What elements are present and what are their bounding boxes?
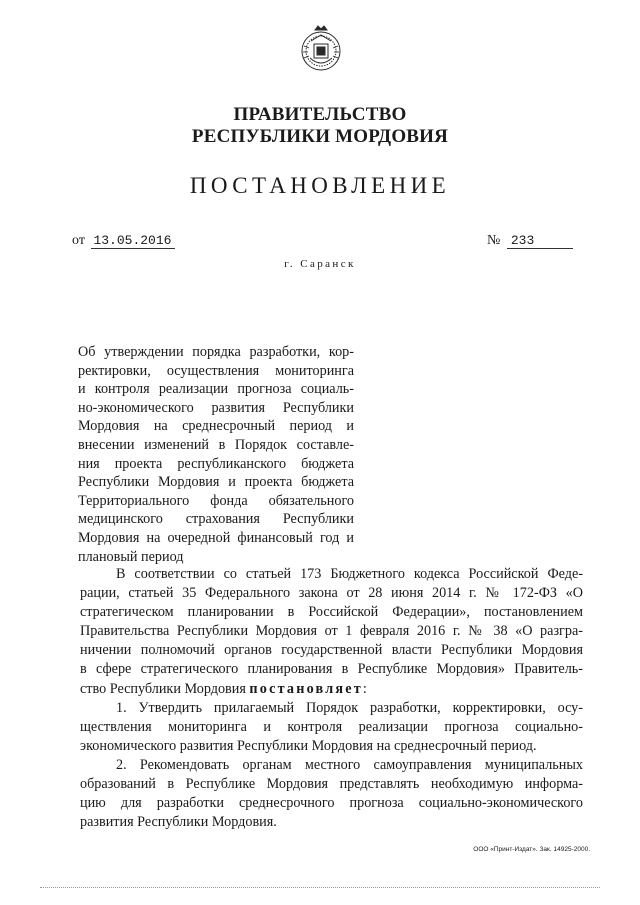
body-line: 1. Утвердить прилагаемый Порядок разработки, корректировки, осу- xyxy=(116,699,583,716)
subject-line: медицинского страхования Республики xyxy=(78,511,354,528)
subject-line: но-экономического развития Республики xyxy=(78,399,354,416)
body-line: ничении полномочий органов государственной власти Республики Мордовия xyxy=(80,642,583,659)
body-line: образований в Республике Мордовия представлять необходимую информа- xyxy=(80,776,583,793)
decree-word: постановляет xyxy=(249,680,363,697)
perforation-divider xyxy=(40,887,600,888)
body-line: 2. Рекомендовать органам местного самоуправления муниципальных xyxy=(116,756,583,773)
city-label: г. Саранск xyxy=(284,258,356,270)
body-line: в сфере стратегического планирования в Республике Мордовия» Правитель- xyxy=(80,661,583,678)
subject-line: Территориального фонда обязательного xyxy=(78,492,354,509)
printer-mark: ООО «Принт-Издат». Зак. 14925-2000. xyxy=(473,846,590,853)
org-name-line2: РЕСПУБЛИКИ МОРДОВИЯ xyxy=(191,126,449,147)
body-line: стратегическом планировании в Российской Федерации», постановлением xyxy=(80,604,583,621)
subject-line: плановый период xyxy=(78,548,184,565)
body-text: ство Республики Мордовия xyxy=(80,680,250,697)
body-line xyxy=(80,680,583,699)
date-prefix: от xyxy=(72,233,85,248)
subject-block xyxy=(78,343,354,566)
document-body xyxy=(80,565,583,832)
body-text: : xyxy=(362,680,367,697)
subject-line: Мордовия на среднесрочный период и xyxy=(78,418,354,435)
org-name-line1: ПРАВИТЕЛЬСТВО xyxy=(233,104,407,125)
body-line: рации, статьей 35 Федерального закона от 28 июня 2014 г. № 172-ФЗ «О xyxy=(80,585,583,602)
date-field xyxy=(72,233,175,249)
subject-line: Об утверждении порядка разработки, кор- xyxy=(78,344,354,360)
body-line: Правительства Республики Мордовия от 1 февраля 2016 г. № 38 «О разгра- xyxy=(80,623,583,640)
subject-line: ректировки, осуществления мониторинга xyxy=(78,362,354,379)
subject-line: внесении изменений в Порядок составле- xyxy=(78,436,354,453)
number-value: 233 xyxy=(507,233,573,249)
subject-line: Мордовия на очередной финансовый год и xyxy=(78,529,354,546)
body-line: экономического развития Республики Мордовия на среднесрочный период. xyxy=(80,737,537,754)
number-prefix: № xyxy=(487,233,501,248)
body-line: ществления мониторинга и контроля реализации прогноза социально- xyxy=(80,718,583,735)
subject-line: Республики Мордовия и проекта бюджета xyxy=(78,474,354,491)
document-type-title: ПОСТАНОВЛЕНИЕ xyxy=(189,173,451,198)
number-field xyxy=(487,233,573,249)
coat-of-arms-icon xyxy=(298,24,344,74)
body-line: развития Республики Мордовия. xyxy=(80,814,277,831)
subject-line: и контроля реализации прогноза социаль- xyxy=(78,381,354,398)
date-value: 13.05.2016 xyxy=(91,233,175,249)
subject-line: ния проекта республиканского бюджета xyxy=(78,455,354,472)
body-line: цию для разработки среднесрочного прогноза социально-экономического xyxy=(80,795,583,812)
body-line: В соответствии со статьей 173 Бюджетного кодекса Российской Феде- xyxy=(116,566,583,582)
